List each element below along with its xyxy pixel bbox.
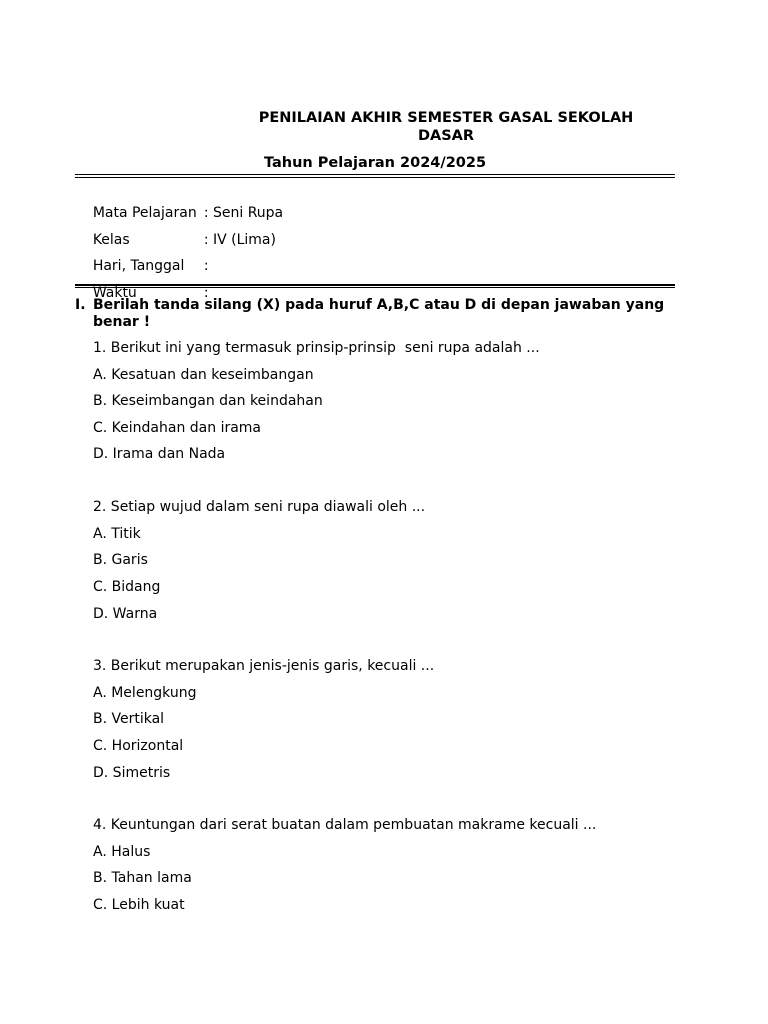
info-value: : IV (Lima) [203,232,276,248]
answer-option: D. Irama dan Nada [93,446,226,462]
answer-option: A. Kesatuan dan keseimbangan [93,367,314,383]
exam-title: PENILAIAN AKHIR SEMESTER GASAL SEKOLAH DASAR [258,110,634,144]
info-label: Waktu [92,285,137,301]
answer-option: A. Halus [93,844,151,860]
info-label: Mata Pelajaran [92,205,197,221]
instruction-text: Berilah tanda silang (X) pada huruf A,B,C atau D di depan jawaban yang benar ! [93,297,665,330]
answer-option: A. Melengkung [93,685,197,701]
question-text: 1. Berikut ini yang termasuk prinsip-prinsip seni rupa adalah ... [93,340,540,356]
question-text: 2. Setiap wujud dalam seni rupa diawali oleh ... [93,499,426,515]
answer-option: D. Warna [93,606,158,622]
info-value: : [203,258,209,274]
answer-option: C. Keindahan dan irama [93,420,262,436]
answer-option: B. Keseimbangan dan keindahan [93,393,323,409]
answer-option: B. Garis [93,552,148,568]
answer-option: C. Horizontal [93,738,184,754]
info-label: Hari, Tanggal [92,258,185,274]
question-text: 4. Keuntungan dari serat buatan dalam pembuatan makrame kecuali ... [93,817,597,833]
academic-year: Tahun Pelajaran 2024/2025 [263,155,487,171]
question-text: 3. Berikut merupakan jenis-jenis garis, kecuali ... [93,658,435,674]
answer-option: C. Bidang [93,579,161,595]
answer-option: B. Vertikal [93,711,165,727]
answer-option: D. Simetris [93,765,171,781]
answer-option: B. Tahan lama [93,870,192,886]
info-value: : Seni Rupa [203,205,284,221]
info-value: : [203,285,209,301]
info-label: Kelas [92,232,130,248]
answer-option: C. Lebih kuat [93,897,185,913]
answer-option: A. Titik [93,526,141,542]
section-number: I. [75,297,86,313]
